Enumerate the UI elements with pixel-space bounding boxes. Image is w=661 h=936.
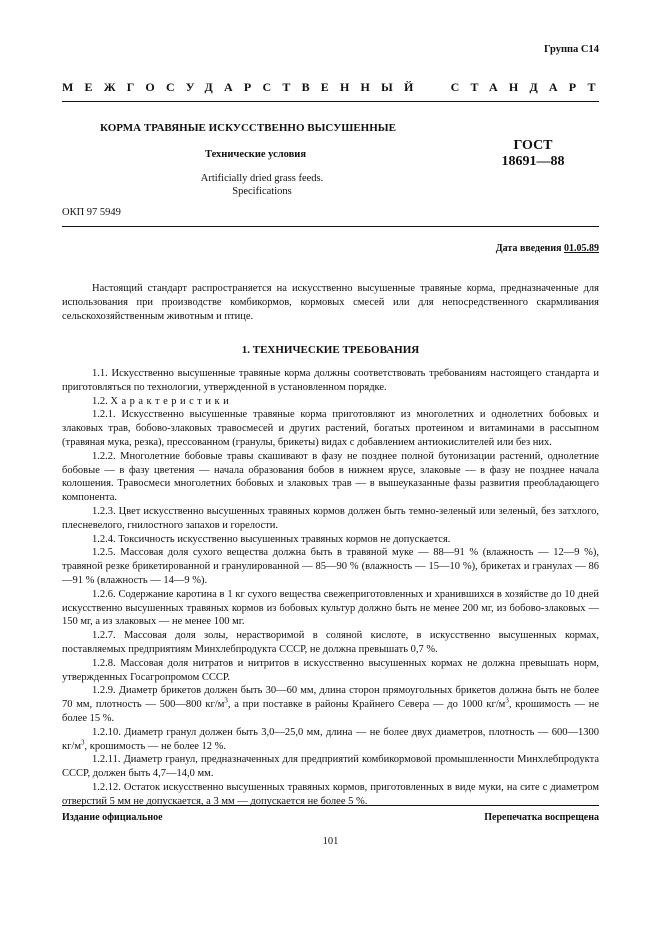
intro-paragraph — [62, 282, 599, 323]
clause-1-2-title: Характеристики — [110, 395, 233, 407]
page-number: 101 — [322, 836, 339, 847]
gost-label: ГОСТ — [513, 138, 553, 153]
clause-1-2-8: 1.2.8. Массовая доля нитратов и нитритов в искусственно высушенных кормах не должна превышать норм, утвержденных Госагропромом СССР. — [62, 657, 599, 683]
superscript-3: 3 — [224, 696, 228, 705]
effective-date-label: Дата введения — [495, 243, 562, 254]
group-code: Группа С14 — [543, 44, 599, 55]
effective-date-value: 01.05.89 — [564, 243, 599, 254]
clause-1-2-10 — [62, 726, 599, 754]
clause-1-2-9-part-a: 1.2.9. Диаметр брикетов должен быть 30—60 мм, длина сторон прямоугольных брикетов должна быть не более 70 мм, плотность — 500—800 кг/м — [62, 685, 599, 711]
clause-1-2-1: 1.2.1. Искусственно высушенные травяные корма приготовляют из многолетних и однолетних бобовых и злаковых трав, бобово-злаковых травосмесей и других растений, богатых протеином и витаминами в рассыпном (травяная мука, резка), прессованном (гранулы, брикеты) видах с добавлением антиокислителей или без них. — [62, 409, 599, 448]
clause-1-2-10-part-a: 1.2.10. Диаметр гранул должен быть 3,0—25,0 мм, длина — не более двух диаметров, плотность — 600—1300 кг/м — [62, 726, 599, 752]
clause-1-2-5: 1.2.5. Массовая доля сухого вещества должна быть в травяной муке — 88—91 % (влажность — 12—9 %), травяной резке брикетированной и гранулированной — 85—90 % (влажность — 15—10 %), брикетах и гранулах — 86—91 % (влажность — 14—9 %). — [62, 547, 599, 586]
reprint-prohibited-note: Перепечатка воспрещена — [484, 812, 599, 823]
clause-1-2-9-part-c: , крошимость — не более 15 %. — [62, 699, 599, 724]
english-title-line2: Specifications — [232, 185, 292, 197]
clause-1-2-2: 1.2.2. Многолетние бобовые травы скашивают в фазу не позднее полной бутонизации растений, однолетние бобовые — в фазу цветения — начала образования бобов в нижнем ярусе, злаковые — в фазу не позднее начала колошения. Травосмеси многолетних бобовых и злаковых трав — в вышеуказанные фазы развития преобладающего компонента. — [62, 450, 599, 504]
section-body — [62, 367, 599, 809]
superscript-3: 3 — [505, 696, 509, 705]
gost-code: 18691—88 — [501, 154, 565, 169]
okp-code: ОКП 97 5949 — [62, 207, 121, 218]
clause-1-2-12: 1.2.12. Остаток искусственно высушенных травяных кормов, приготовленных в виде муки, на сите с диаметром отверстий 5 мм не допускается, а 3 мм — допускается не более 5 %. — [62, 781, 599, 807]
superscript-3: 3 — [80, 738, 85, 747]
intro-text: Настоящий стандарт распространяется на искусственно высушенные травяные корма, предназначенные для использования при производстве комбикормов, кормовых смесей или для непосредственного скармливания сельскохозяйственным животным и птице. — [62, 283, 599, 322]
clause-1-2-11: 1.2.11. Диаметр гранул, предназначенных для предприятий комбикормовой промышленности Минхлебпродукта СССР, должен быть 4,7—14,0 мм. — [62, 754, 599, 780]
clause-1-2-10-part-b: , крошимость — не более 12 %. — [84, 740, 227, 752]
clause-1-2-4: 1.2.4. Токсичность искусственно высушенных травяных кормов не допускается. — [92, 533, 451, 545]
clause-1-2-7: 1.2.7. Массовая доля золы, нерастворимой в соляной кислоте, в искусственно высушенных кормах, поставляемых предприятиям Минхлебпродукта СССР, не должна превышать 0,7 %. — [62, 630, 599, 655]
effective-date — [496, 243, 599, 254]
clause-1-2-6: 1.2.6. Содержание каротина в 1 кг сухого вещества свежеприготовленных и хранившихся в хозяйстве до 10 дней искусственно высушенных травяных кормов из бобовых культур должно быть не менее 200 мг, из бобово-злаковых — 150 мг, а из злаковых — не менее 100 мг. — [62, 588, 599, 628]
document-subtitle: Технические условия — [205, 149, 307, 160]
gost-number — [498, 138, 568, 170]
clause-1-2-9-part-b: , а при поставке в районы Крайнего Севера — до 1000 кг/м — [227, 699, 506, 711]
english-title — [200, 173, 324, 198]
official-edition-note: Издание официальное — [62, 812, 163, 823]
section-title: 1. ТЕХНИЧЕСКИЕ ТРЕБОВАНИЯ — [241, 344, 420, 356]
document-title: КОРМА ТРАВЯНЫЕ ИСКУССТВЕННО ВЫСУШЕННЫЕ — [100, 122, 396, 134]
english-title-line1: Artificially dried grass feeds. — [200, 173, 324, 184]
clause-1-1: 1.1. Искусственно высушенные травяные корма должны соответствовать требованиям настоящего стандарта и приготовляться по технологии, утвержденной в установленном порядке. — [62, 368, 599, 393]
banner-right: СТАНДАРТ — [450, 80, 607, 94]
divider-bottom — [62, 805, 599, 806]
banner-left: МЕЖГОСУДАРСТВЕННЫЙ — [62, 80, 425, 94]
standard-banner — [62, 80, 607, 102]
clause-1-2-3: 1.2.3. Цвет искусственно высушенных травяных кормов должен быть темно-зеленый или зеленый, без затхлого, плесневелого, гнилостного запахов и горелости. — [62, 505, 599, 531]
clause-1-2 — [62, 395, 599, 409]
divider-top — [62, 226, 599, 227]
clause-1-2-9 — [62, 684, 599, 725]
clause-1-2-number: 1.2. — [92, 395, 108, 407]
